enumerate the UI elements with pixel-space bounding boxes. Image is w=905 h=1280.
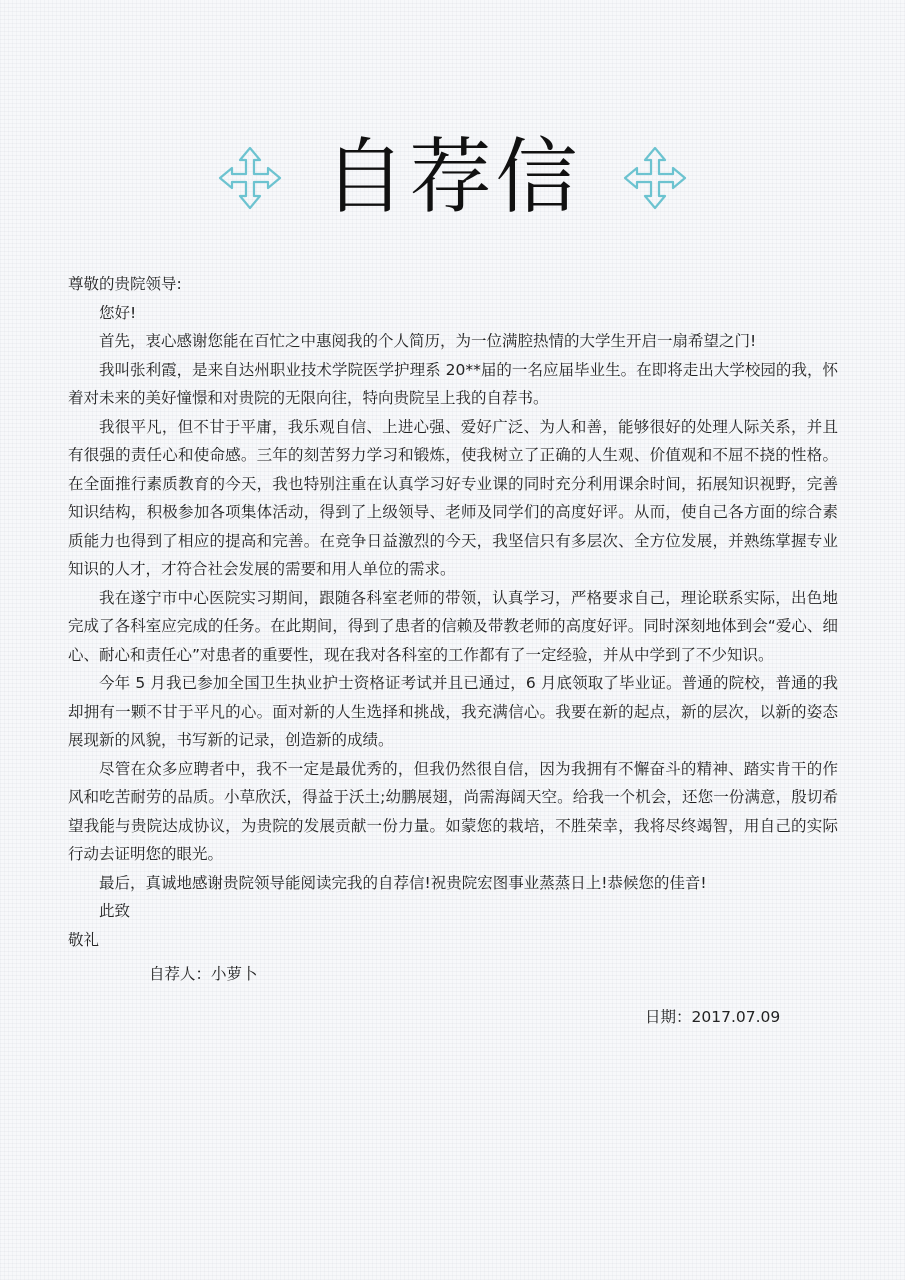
- four-way-arrow-icon: [217, 145, 283, 211]
- title-row: [0, 128, 905, 228]
- closing-line: 此致: [99, 902, 131, 920]
- salutation: 尊敬的贵院领导:: [68, 275, 182, 293]
- paragraph: 我在遂宁市中心医院实习期间，跟随各科室老师的带领，认真学习，严格要求自己，理论联系实际，出色地完成了各科室应完成的任务。在此期间，得到了患者的信赖及带教老师的高度好评。同时深刻地体到会“爱心、细心、耐心和责任心”对患者的重要性，现在我对各科室的工作都有了一定经验，并从中学到了不少知识。: [68, 588, 838, 664]
- signature: 自荐人：小萝卜: [149, 965, 258, 983]
- paragraph: 最后，真诚地感谢贵院领导能阅读完我的自荐信!祝贵院宏图事业蒸蒸日上!恭候您的佳音!: [99, 873, 707, 892]
- paragraph: 今年 5 月我已参加全国卫生执业护士资格证考试并且已通过，6 月底领取了毕业证。普通的院校，普通的我却拥有一颗不甘于平凡的心。面对新的人生选择和挑战，我充满信心。我要在新的起点，新的层次，以新的姿态展现新的风貌，书写新的记录，创造新的成绩。: [68, 674, 838, 749]
- paragraph: 我很平凡，但不甘于平庸，我乐观自信、上进心强、爱好广泛、为人和善，能够很好的处理人际关系，并且有很强的责任心和使命感。三年的刻苦努力学习和锻炼，使我树立了正确的人生观、价值观和不屈不挠的性格。在全面推行素质教育的今天，我也特别注重在认真学习好专业课的同时充分利用课余时间，拓展知识视野，完善知识结构，积极参加各项集体活动，得到了上级领导、老师及同学们的高度好评。从而，使自己各方面的综合素质能力也得到了相应的提高和完善。在竞争日益激烈的今天，我坚信只有多层次、全方位发展，并熟练掌握专业知识的人才，才符合社会发展的需要和用人单位的需求。: [68, 417, 838, 578]
- date: 日期：2017.07.09: [645, 1007, 781, 1026]
- four-way-arrow-icon: [622, 145, 688, 211]
- closing-regards: 敬礼: [68, 930, 100, 949]
- paragraph: 我叫张利霞，是来自达州职业技术学院医学护理系 20**届的一名应届毕业生。在即将走出大学校园的我，怀着对未来的美好憧憬和对贵院的无限向往，特向贵院呈上我的自荐书。: [68, 360, 838, 407]
- greeting: 您好!: [99, 303, 137, 322]
- letter-body: [68, 270, 838, 1031]
- page-title: 自荐信: [323, 130, 582, 225]
- paragraph: 尽管在众多应聘者中，我不一定是最优秀的，但我仍然很自信，因为我拥有不懈奋斗的精神、踏实肯干的作风和吃苦耐劳的品质。小草欣沃，得益于沃土;幼鹏展翅，尚需海阔天空。给我一个机会，还您一份满意，殷切希望我能与贵院达成协议，为贵院的发展贡献一份力量。如蒙您的栽培，不胜荣幸，我将尽终竭智，用自己的实际行动去证明您的眼光。: [68, 759, 838, 863]
- paragraph: 首先，衷心感谢您能在百忙之中惠阅我的个人简历，为一位满腔热情的大学生开启一扇希望之门!: [99, 332, 757, 350]
